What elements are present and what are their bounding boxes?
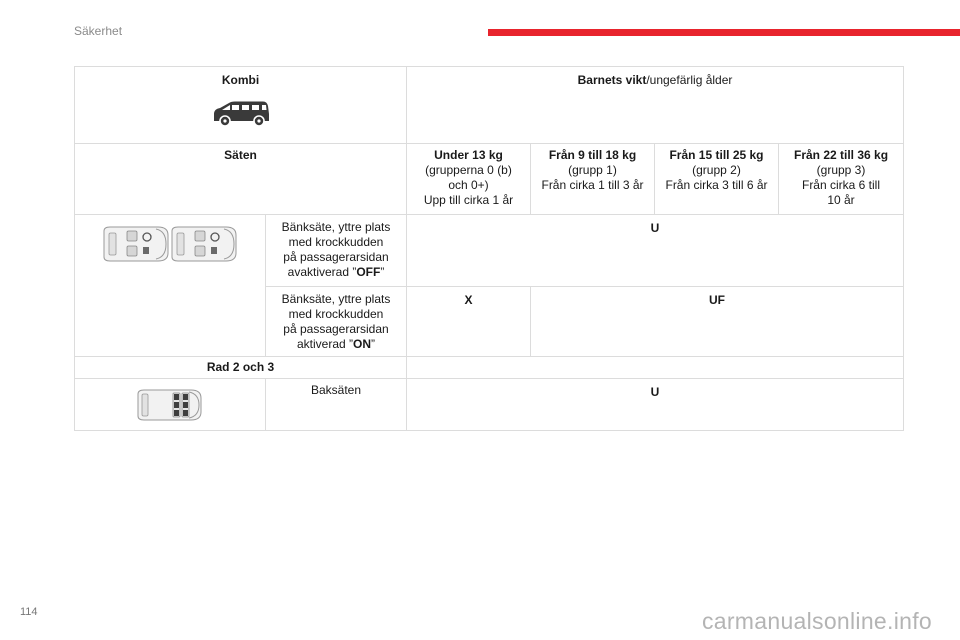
rear-seat-label: Baksäten [310, 383, 362, 397]
weight-class-0 [407, 144, 531, 215]
seat-label-text: avaktiverad ” [287, 265, 357, 279]
weight-class-2 [655, 144, 779, 215]
seat-label-text: aktiverad ” [296, 337, 354, 351]
weight-class-1 [531, 144, 655, 215]
empty-cell [407, 357, 904, 379]
table-row [75, 357, 904, 379]
weight-class-age: Från cirka 6 till [801, 178, 881, 192]
weight-class-title: Från 15 till 25 kg [669, 148, 764, 162]
seat-label-text: ” [380, 265, 385, 279]
weight-header-rest: /ungefärlig ålder [646, 73, 733, 87]
rear-seat-label-cell [266, 379, 407, 431]
seat-label-line: med krockkudden [288, 307, 384, 321]
vehicle-label: Kombi [221, 73, 260, 87]
seat-label-line: med krockkudden [288, 235, 384, 249]
weight-class-title: Från 9 till 18 kg [548, 148, 637, 162]
weight-header-bold: Barnets vikt [577, 73, 647, 87]
table-row [75, 215, 904, 287]
rear-seat-diagram-cell [75, 379, 266, 431]
seat-label-line: Bänksäte, yttre plats [281, 220, 391, 234]
table-row [75, 67, 904, 144]
page-number: 114 [20, 606, 38, 618]
weight-class-group: (grupperna 0 (b) [425, 163, 512, 177]
weight-class-age: 10 år [827, 193, 855, 207]
weight-class-title: Under 13 kg [434, 148, 503, 162]
weight-class-age: Från cirka 3 till 6 år [665, 178, 768, 192]
weight-class-group: (grupp 1) [568, 163, 617, 177]
weight-class-age: Från cirka 1 till 3 år [541, 178, 644, 192]
rear-seat-diagram-icon [135, 388, 205, 422]
car-side-icon [211, 100, 271, 128]
vehicle-cell [75, 67, 407, 144]
seat-label-line: på passagerarsidan [283, 250, 389, 264]
weight-class-group: (grupp 2) [692, 163, 741, 177]
table-row [75, 144, 904, 215]
weight-class-group: (grupp 3) [816, 163, 866, 177]
watermark-link[interactable]: carmanualsonline.info [701, 608, 932, 634]
seat-label-line: Bänksäte, yttre plats [281, 292, 391, 306]
row-heading: Rad 2 och 3 [206, 360, 275, 374]
value-cell [407, 287, 531, 357]
section-title: Säkerhet [74, 24, 123, 38]
table-row [75, 379, 904, 431]
header-accent-bar [488, 29, 960, 36]
airbag-state-on: ON [353, 337, 372, 351]
value-cell [407, 379, 904, 431]
front-seat-diagram-icon [100, 225, 240, 263]
seats-label: Säten [224, 148, 257, 162]
child-seat-table [74, 66, 904, 431]
seat-label-airbag-off [266, 215, 407, 287]
suitability-value: UF [709, 293, 725, 307]
weight-class-group: och 0+) [448, 178, 489, 192]
seat-label-line [266, 265, 406, 280]
seats-label-cell [75, 144, 407, 215]
seat-label-airbag-on [266, 287, 407, 357]
weight-class-3 [779, 144, 904, 215]
seat-label-line [266, 337, 406, 352]
seat-label-text: ” [371, 337, 376, 351]
row-heading-cell [75, 357, 407, 379]
weight-class-title: Från 22 till 36 kg [793, 148, 889, 162]
value-cell [407, 215, 904, 287]
suitability-value: U [650, 385, 660, 399]
value-cell [531, 287, 904, 357]
front-seat-diagram-cell [75, 215, 266, 357]
weight-class-age: Upp till cirka 1 år [423, 193, 514, 207]
suitability-value: X [464, 293, 473, 307]
seat-label-line: på passagerarsidan [283, 322, 389, 336]
weight-header-cell [407, 67, 904, 144]
airbag-state-off: OFF [356, 265, 381, 279]
suitability-value: U [650, 221, 660, 235]
